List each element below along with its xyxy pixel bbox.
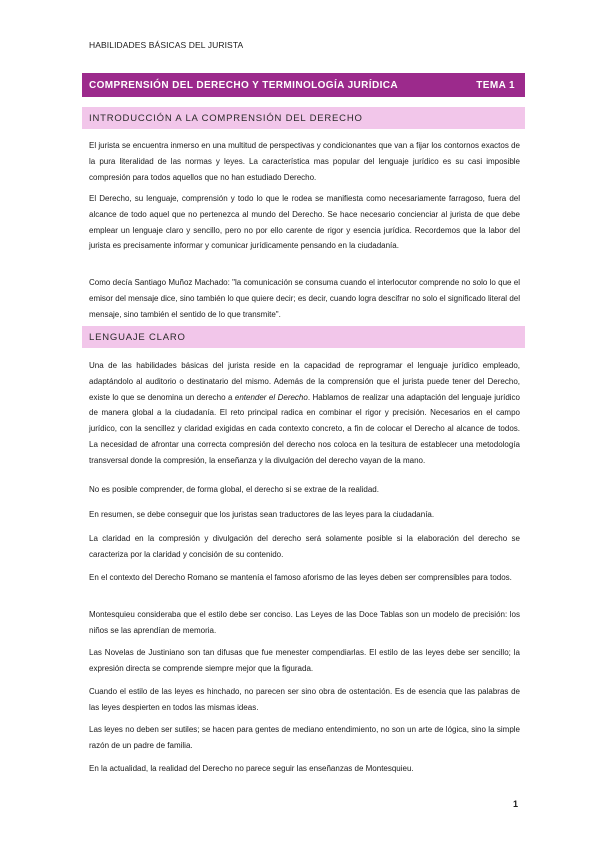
- paragraph: En el contexto del Derecho Romano se mantenía el famoso aforismo de las leyes deben ser comprensibles para todos.: [89, 573, 512, 582]
- paragraph: [89, 358, 520, 469]
- chapter-title-band: [82, 73, 525, 97]
- paragraph: En resumen, se debe conseguir que los juristas sean traductores de las leyes para la ciudadanía.: [89, 510, 435, 519]
- paragraph: En la actualidad, la realidad del Derecho no parece seguir las enseñanzas de Montesquieu.: [89, 764, 414, 773]
- section-heading-lenguaje-claro: LENGUAJE CLARO: [82, 326, 525, 348]
- emphasis-text: entender el Derecho: [234, 392, 308, 402]
- paragraph: Montesquieu consideraba que el estilo debe ser conciso. Las Leyes de las Doce Tablas son un modelo de precisión: los niños se las aprendían de memoria.: [89, 610, 520, 635]
- chapter-title: COMPRENSIÓN DEL DERECHO Y TERMINOLOGÍA JURÍDICA: [89, 79, 399, 91]
- paragraph: La claridad en la compresión y divulgación del derecho será solamente posible si la elaboración del derecho se caracteriza por la claridad y concisión de su contenido.: [89, 534, 520, 559]
- paragraph: El jurista se encuentra inmerso en una multitud de perspectivas y condicionantes que van a fijar los contornos exactos de la pura literalidad de las normas y leyes. La característica mas popular del lenguaje jurídico es su casi imposible compresión para todos aquellos que no han estudiado Derecho.: [89, 141, 520, 182]
- paragraph-text: Una de las habilidades básicas del jurista reside en la capacidad de reprogramar el lenguaje jurídico empleado, adaptándolo al auditorio o destinatario del mismo. Además de la comprensión que el jurista puede tener del Derecho, existe lo que se denomina un derecho a: [89, 361, 520, 402]
- running-header: HABILIDADES BÁSICAS DEL JURISTA: [89, 40, 244, 50]
- tema-label: TEMA 1: [476, 79, 515, 91]
- paragraph: El Derecho, su lenguaje, comprensión y todo lo que le rodea se manifiesta como necesariamente farragoso, fuera del alcance de todo aquel que no pertenezca al mundo del Derecho. Se hace necesario concienciar al jurista de que debe emplear un lenguaje claro y sencillo, pero no por ello carente de rigor y esencia jurídica. Recordemos que la labor del jurista es precisamente informar y comunicar jurídicamente pensando en la ciudadanía.: [89, 194, 520, 251]
- paragraph-text: . Hablamos de realizar una adaptación del lenguaje jurídico de manera global a la ciudadanía. El reto principal radica en combinar el rigor y precisión. Necesarios en el campo jurídico, con la sencillez y claridad exigidas en cada contexto concreto, a fin de colocar el Derecho al alcance de todos. La necesidad de afrontar una correcta compresión del derecho nos coloca en la tesitura de establecer una metodología transversal donde la compresión, la enseñanza y la divulgación del derecho vayan de la mano.: [89, 392, 520, 465]
- paragraph: No es posible comprender, de forma global, el derecho si se extrae de la realidad.: [89, 485, 379, 494]
- paragraph: Como decía Santiago Muñoz Machado: "la comunicación se consuma cuando el interlocutor comprende no solo lo que el emisor del mensaje dice, sino también lo que quiere decir; es decir, cuando logra descifrar no solo el significado literal del mensaje, sino también el sentido de lo que transmite".: [89, 278, 520, 319]
- paragraph: Las leyes no deben ser sutiles; se hacen para gentes de mediano entendimiento, no son un arte de lógica, sino la simple razón de un padre de familia.: [89, 725, 520, 750]
- page-number: 1: [513, 799, 519, 809]
- paragraph: Las Novelas de Justiniano son tan difusas que fue menester compendiarlas. El estilo de las leyes debe ser sencillo; la expresión directa se comprende siempre mejor que la figurada.: [89, 648, 520, 673]
- section-heading-intro: INTRODUCCIÓN A LA COMPRENSIÓN DEL DERECHO: [82, 107, 525, 129]
- paragraph: Cuando el estilo de las leyes es hinchado, no parecen ser sino obra de ostentación. Es de esencia que las palabras de las leyes despierten en todos las mismas ideas.: [89, 687, 520, 712]
